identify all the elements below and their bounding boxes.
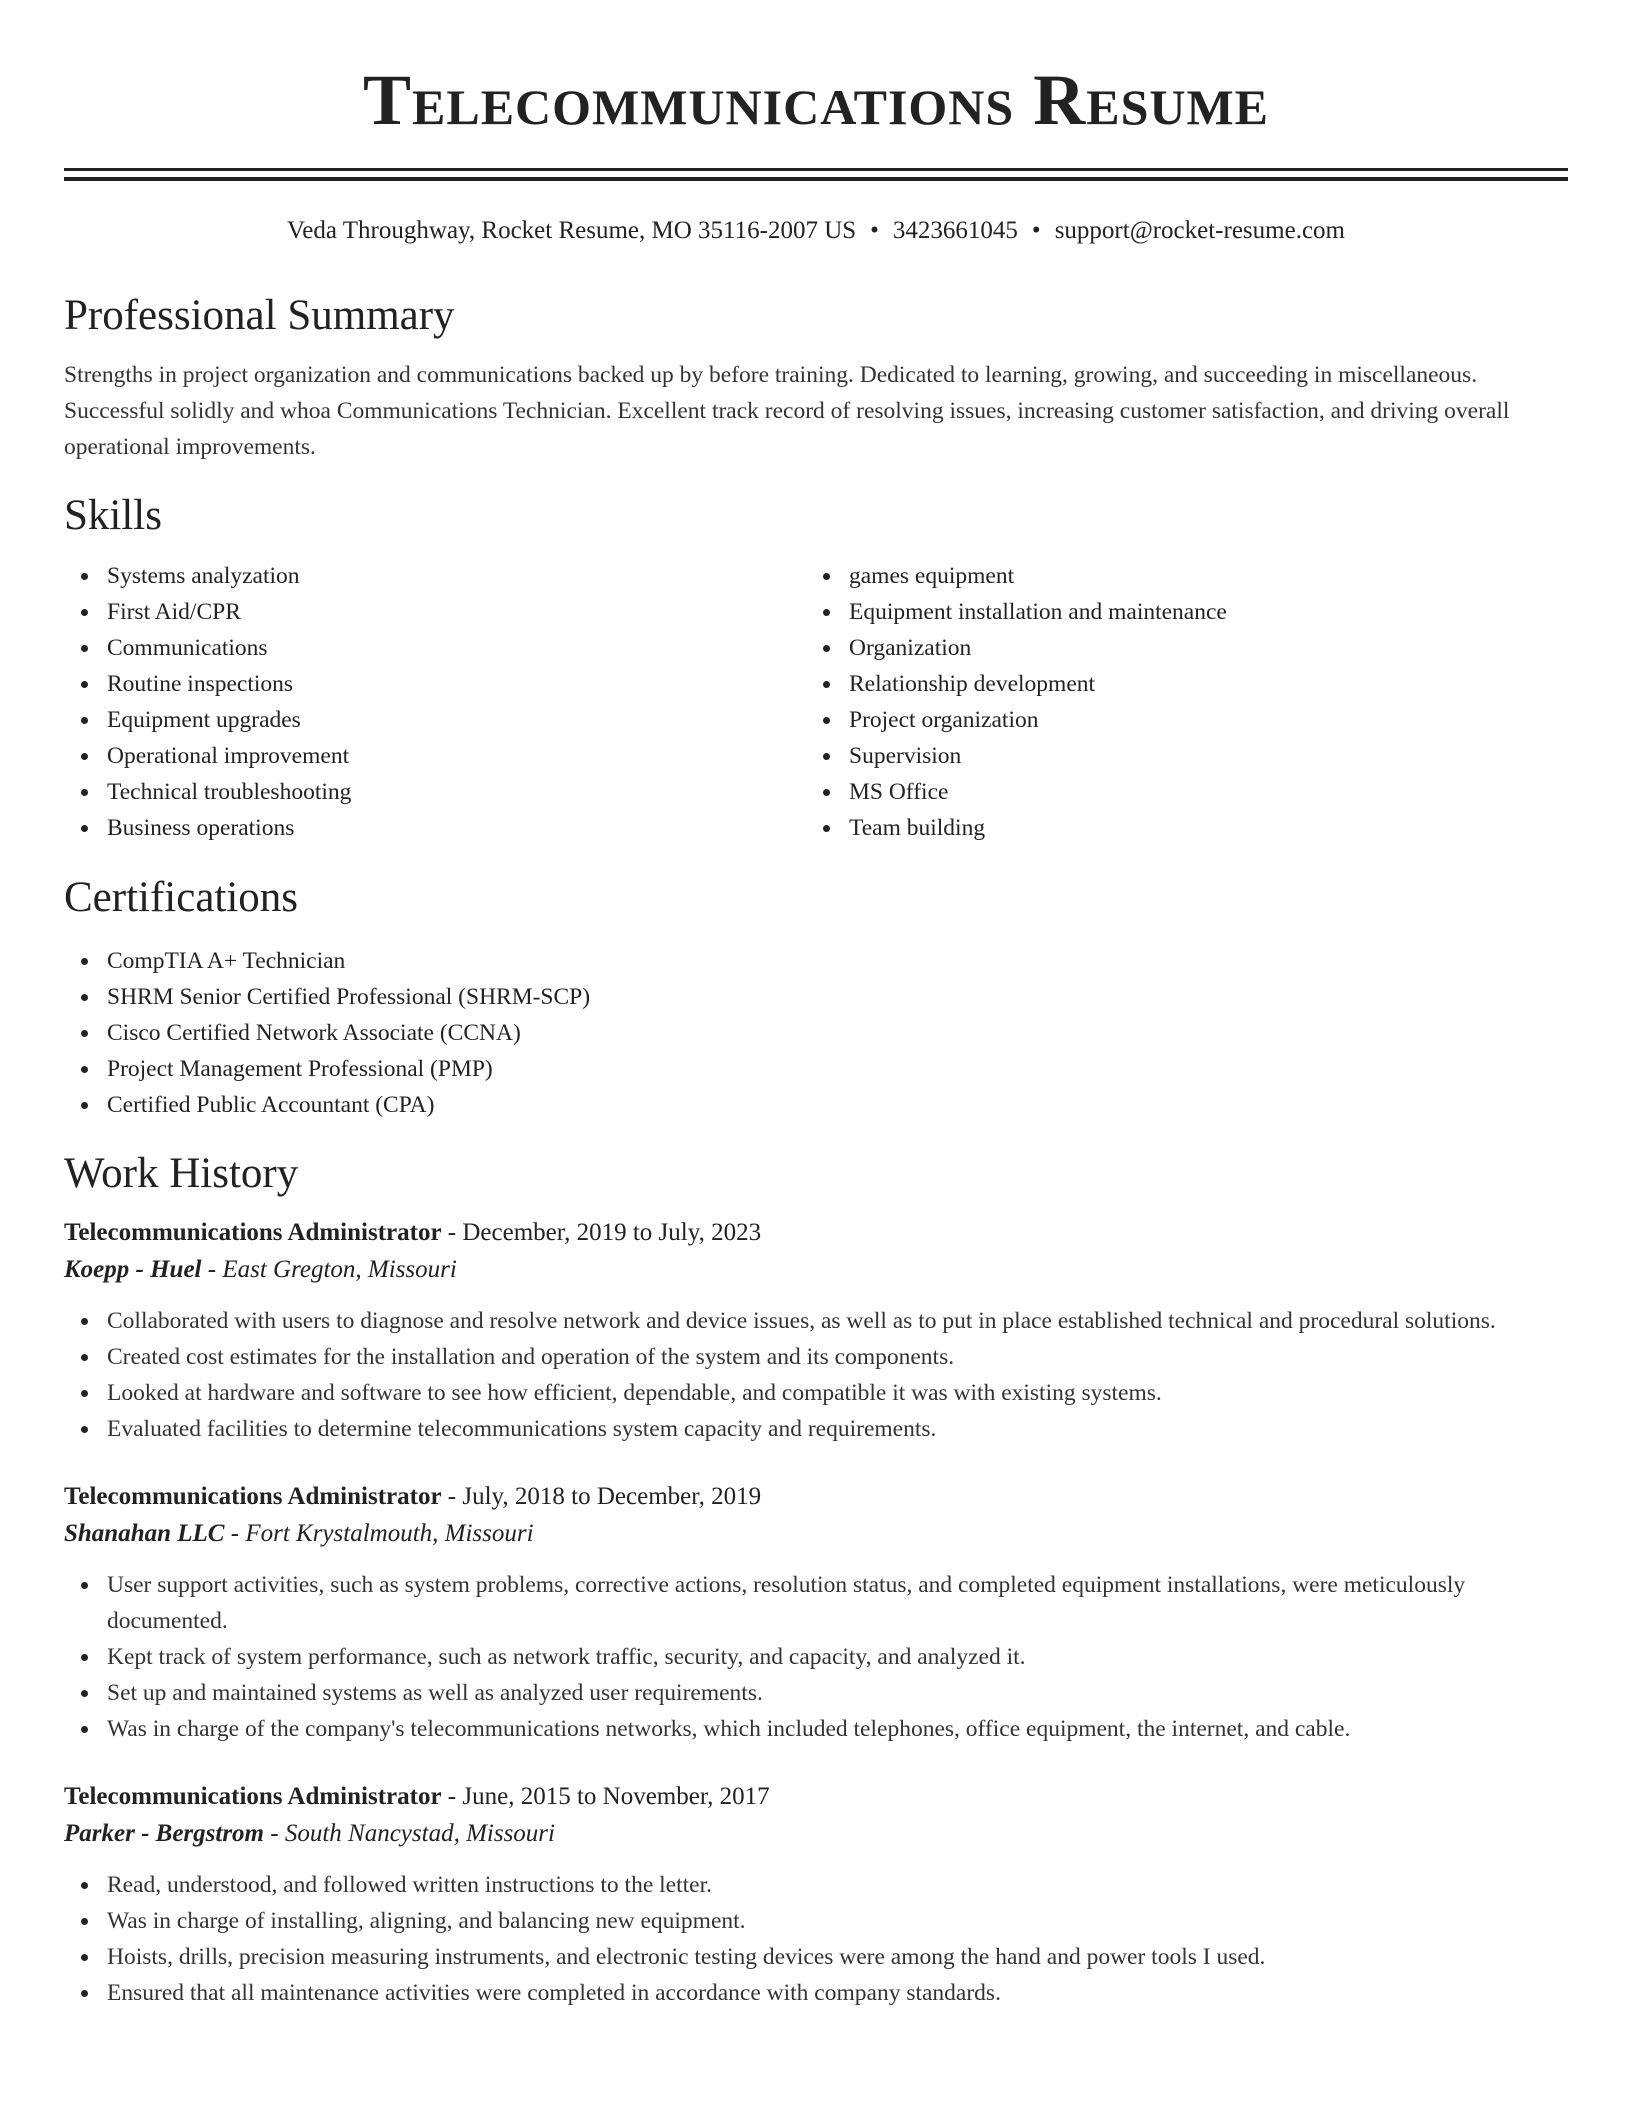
job-bullet: Collaborated with users to diagnose and resolve network and device issues, as well as to put in place established technical and procedural solutions.	[107, 1303, 1568, 1339]
job-location: - East Gregton, Missouri	[201, 1256, 457, 1283]
job-bullet-list	[64, 1867, 1568, 2011]
summary-text: Strengths in project organization and communications backed up by before training. Dedicated to learning, growing, and succeeding in miscellaneous. Successful solidly and whoa Communications Technician. Excellent track record of resolving issues, increasing customer satisfaction, and driving overall operational improvements.	[64, 362, 1510, 460]
skills-list-right	[806, 558, 1548, 846]
job-entry	[64, 1479, 1568, 1747]
job-bullet: Was in charge of installing, aligning, and balancing new equipment.	[107, 1903, 1568, 1939]
job-bullet: Evaluated facilities to determine telecommunications system capacity and requirements.	[107, 1411, 1568, 1447]
title-divider-top	[64, 168, 1568, 171]
job-bullet: Created cost estimates for the installation and operation of the system and its components.	[107, 1339, 1568, 1375]
professional-summary-section	[64, 291, 1568, 465]
skill-item: Operational improvement	[107, 738, 806, 774]
skill-item: Communications	[107, 630, 806, 666]
skill-item: Business operations	[107, 810, 806, 846]
job-title-line	[64, 1479, 1568, 1515]
contact-separator: •	[870, 217, 879, 244]
contact-address: Veda Throughway, Rocket Resume, MO 35116-2007 US	[287, 217, 857, 244]
job-bullet-list	[64, 1567, 1568, 1747]
skills-list-left	[64, 558, 806, 846]
skill-item: Routine inspections	[107, 666, 806, 702]
skill-item: Supervision	[849, 738, 1548, 774]
certification-item: Project Management Professional (PMP)	[107, 1051, 1568, 1087]
job-bullet: Set up and maintained systems as well as analyzed user requirements.	[107, 1675, 1568, 1711]
job-location: - South Nancystad, Missouri	[264, 1820, 555, 1847]
job-bullet: Kept track of system performance, such as network traffic, security, and capacity, and analyzed it.	[107, 1639, 1568, 1675]
job-bullet: Hoists, drills, precision measuring instruments, and electronic testing devices were among the hand and power tools I used.	[107, 1939, 1568, 1975]
contact-phone: 3423661045	[892, 217, 1018, 244]
certification-item: Cisco Certified Network Associate (CCNA)	[107, 1015, 1568, 1051]
job-entry	[64, 1215, 1568, 1447]
job-title: Telecommunications Administrator	[64, 1219, 442, 1246]
certifications-section	[64, 873, 1568, 1123]
skills-section	[64, 491, 1568, 846]
contact-email: support@rocket-resume.com	[1054, 217, 1345, 244]
skill-item: Relationship development	[849, 666, 1548, 702]
certification-item: SHRM Senior Certified Professional (SHRM-SCP)	[107, 979, 1568, 1015]
skill-item: Systems analyzation	[107, 558, 806, 594]
job-dates: - December, 2019 to July, 2023	[441, 1219, 762, 1246]
contact-separator: •	[1031, 217, 1041, 244]
job-company: Koepp - Huel	[64, 1256, 202, 1283]
resume-page	[64, 0, 1568, 2011]
skills-columns	[64, 558, 1568, 846]
skill-item: Technical troubleshooting	[107, 774, 806, 810]
contact-line	[64, 215, 1568, 247]
work-history-section	[64, 1149, 1568, 2011]
skills-heading: Skills	[64, 492, 162, 539]
job-entry	[64, 1779, 1568, 2011]
skill-item: Organization	[849, 630, 1548, 666]
job-company-line	[64, 1251, 1568, 1289]
job-company-line	[64, 1815, 1568, 1853]
job-company: Shanahan LLC	[64, 1520, 225, 1547]
job-bullet-list	[64, 1303, 1568, 1447]
job-dates: - July, 2018 to December, 2019	[441, 1483, 762, 1510]
skill-item: Equipment upgrades	[107, 702, 806, 738]
job-company-line	[64, 1515, 1568, 1553]
job-dates: - June, 2015 to November, 2017	[441, 1783, 770, 1810]
job-bullet: User support activities, such as system problems, corrective actions, resolution status, and completed equipment installations, were meticulously documented.	[107, 1567, 1568, 1639]
skill-item: First Aid/CPR	[107, 594, 806, 630]
certification-item: Certified Public Accountant (CPA)	[107, 1087, 1568, 1123]
job-bullet: Looked at hardware and software to see how efficient, dependable, and compatible it was with existing systems.	[107, 1375, 1568, 1411]
job-title: Telecommunications Administrator	[64, 1483, 442, 1510]
certifications-list	[64, 943, 1568, 1123]
resume-title: Telecommunications Resume	[362, 60, 1270, 140]
job-title: Telecommunications Administrator	[64, 1783, 442, 1810]
title-divider-bottom	[64, 177, 1568, 181]
skill-item: Equipment installation and maintenance	[849, 594, 1548, 630]
job-bullet: Read, understood, and followed written instructions to the letter.	[107, 1867, 1568, 1903]
skill-item: Project organization	[849, 702, 1548, 738]
job-company: Parker - Bergstrom	[64, 1820, 264, 1847]
job-title-line	[64, 1215, 1568, 1251]
skills-column-right	[806, 558, 1548, 846]
certification-item: CompTIA A+ Technician	[107, 943, 1568, 979]
job-location: - Fort Krystalmouth, Missouri	[224, 1520, 534, 1547]
job-title-line	[64, 1779, 1568, 1815]
skill-item: Team building	[849, 810, 1548, 846]
job-bullet: Was in charge of the company's telecommunications networks, which included telephones, office equipment, the internet, and cable.	[107, 1711, 1568, 1747]
summary-heading: Professional Summary	[64, 292, 455, 339]
work-history-heading: Work History	[64, 1150, 299, 1197]
skills-column-left	[64, 558, 806, 846]
skill-item: games equipment	[849, 558, 1548, 594]
skill-item: MS Office	[849, 774, 1548, 810]
certifications-heading: Certifications	[64, 874, 299, 921]
job-bullet: Ensured that all maintenance activities were completed in accordance with company standards.	[107, 1975, 1568, 2011]
